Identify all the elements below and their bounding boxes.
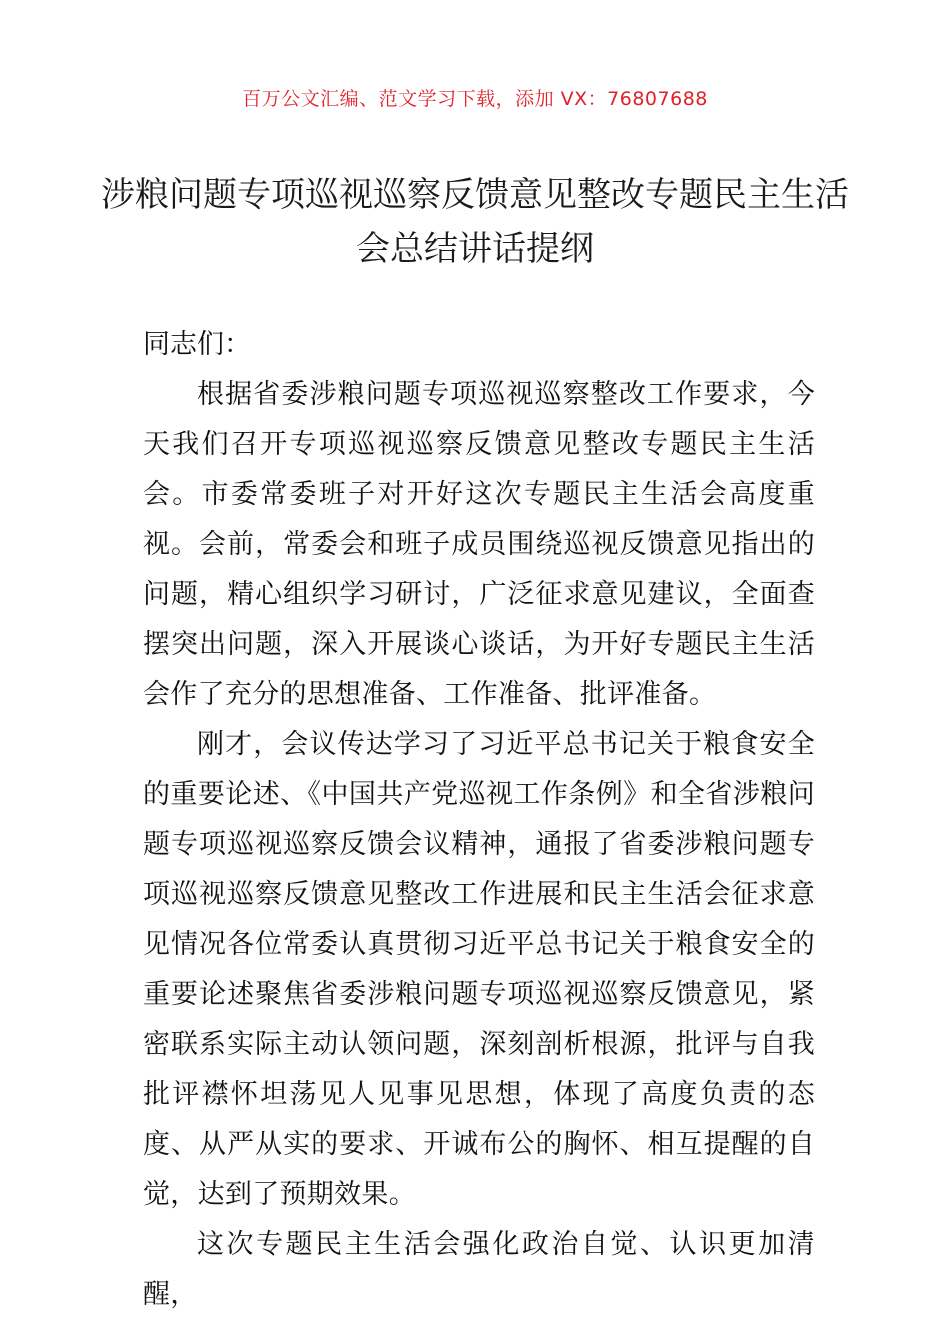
paragraph-3: 这次专题民主生活会强化政治自觉、认识更加清醒， (143, 1229, 815, 1310)
document-body (143, 320, 815, 1320)
document-title: 涉粮问题专项巡视巡察反馈意见整改专题民主生活会总结讲话提纲 (101, 175, 849, 269)
salutation: 同志们： (143, 329, 251, 360)
paragraph-1: 根据省委涉粮问题专项巡视巡察整改工作要求，今天我们召开专项巡视巡察反馈意见整改专题民主生活会。市委常委班子对开好这次专题民主生活会高度重视。会前，常委会和班子成员围绕巡视反馈意见指出的问题，精心组织学习研讨，广泛征求意见建议，全面查摆突出问题，深入开展谈心谈话，为开好专题民主生活会作了充分的思想准备、工作准备、批评准备。 (143, 379, 815, 710)
header-promo-note: 百万公文汇编、范文学习下载，添加 VX：76807688 (242, 88, 708, 110)
paragraph-2: 刚才，会议传达学习了习近平总书记关于粮食安全的重要论述、《中国共产党巡视工作条例》和全省涉粮问题专项巡视巡察反馈会议精神，通报了省委涉粮问题专项巡视巡察反馈意见整改工作进展和民主生活会征求意见情况各位常委认真贯彻习近平总书记关于粮食安全的重要论述聚焦省委涉粮问题专项巡视巡察反馈意见，紧密联系实际主动认领问题，深刻剖析根源，批评与自我批评襟怀坦荡见人见事见思想，体现了高度负责的态度、从严从实的要求、开诚布公的胸怀、相互提醒的自觉，达到了预期效果。 (143, 729, 815, 1210)
